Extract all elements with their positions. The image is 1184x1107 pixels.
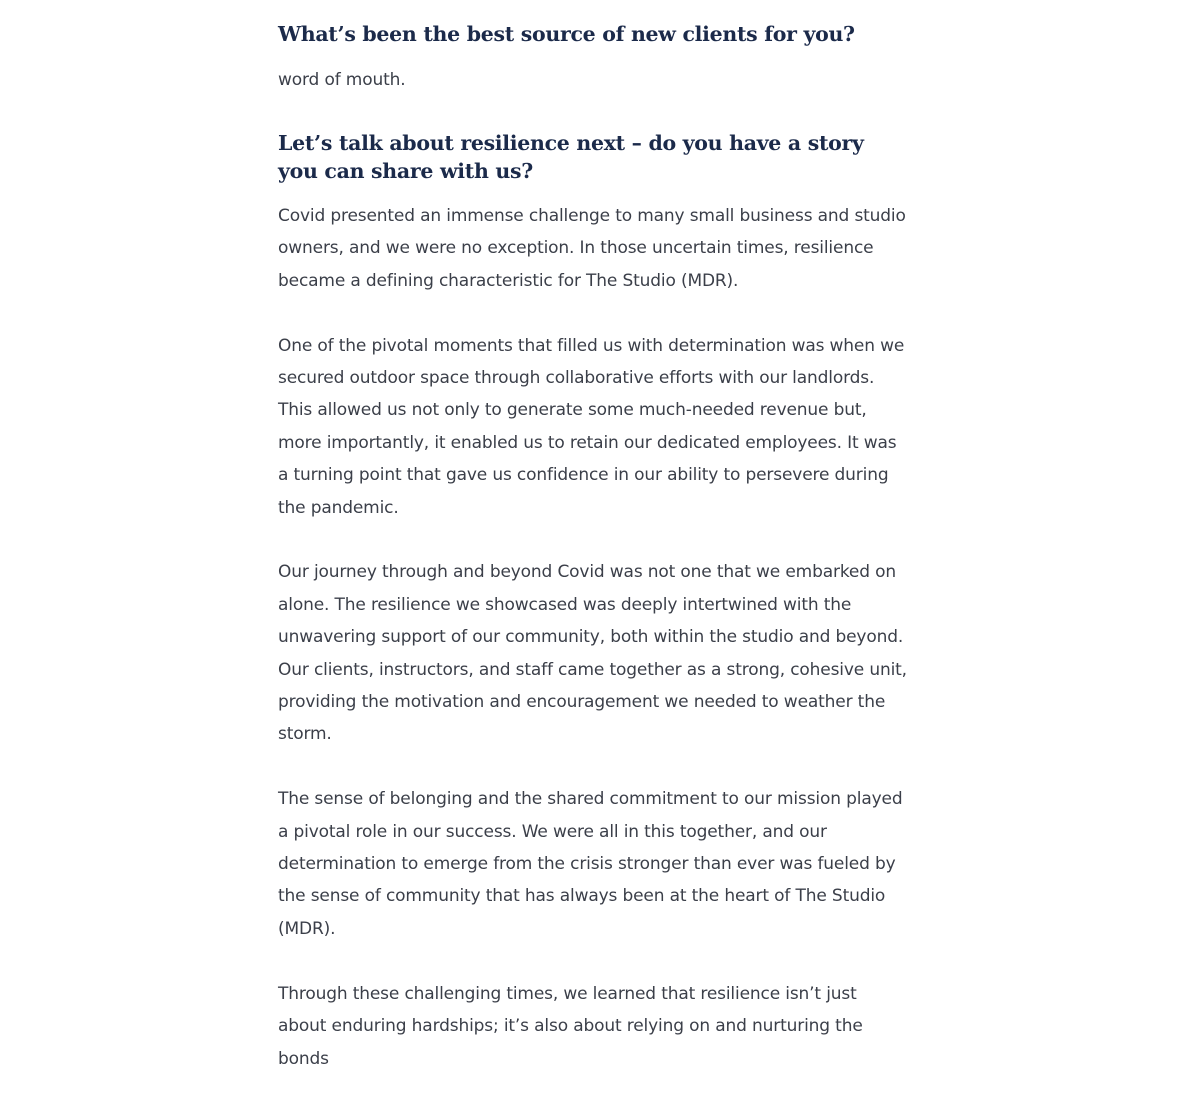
answer-paragraph: One of the pivotal moments that filled us with determination was when we secured outdoor space through collaborative efforts with our landlords. This allowed us not only to generate some much-needed revenue but, more importantly, it enabled us to retain our dedicated employees. It was a turning point that gave us confidence in our ability to persevere during the pandemic. bbox=[278, 335, 905, 518]
answer-paragraph: Our journey through and beyond Covid was not one that we embarked on alone. The resilience we showcased was deeply intertwined with the unwavering support of our community, both within the studio and beyond. Our clients, instructors, and staff came together as a strong, cohesive unit, providing the motivation and encouragement we needed to weather the storm. bbox=[278, 562, 907, 745]
answer-resilience bbox=[278, 200, 910, 1107]
answer-best-source: word of mouth. bbox=[278, 70, 406, 90]
answer-paragraph: Through these challenging times, we learned that resilience isn’t just about enduring hardships; it’s also about relying on and nurturing the bonds bbox=[278, 983, 863, 1069]
question-heading-resilience: Let’s talk about resilience next – do you have a story you can share with us? bbox=[278, 131, 864, 183]
question-heading-best-source: What’s been the best source of new clients for you? bbox=[278, 22, 855, 46]
answer-paragraph: The sense of belonging and the shared commitment to our mission played a pivotal role in our success. We were all in this together, and our determination to emerge from the crisis stronger than ever was fueled by the sense of community that has always been at the heart of The Studio (MDR). bbox=[278, 789, 903, 939]
answer-paragraph: Covid presented an immense challenge to many small business and studio owners, and we were no exception. In those uncertain times, resilience became a defining characteristic for The Studio (MDR). bbox=[278, 206, 906, 291]
